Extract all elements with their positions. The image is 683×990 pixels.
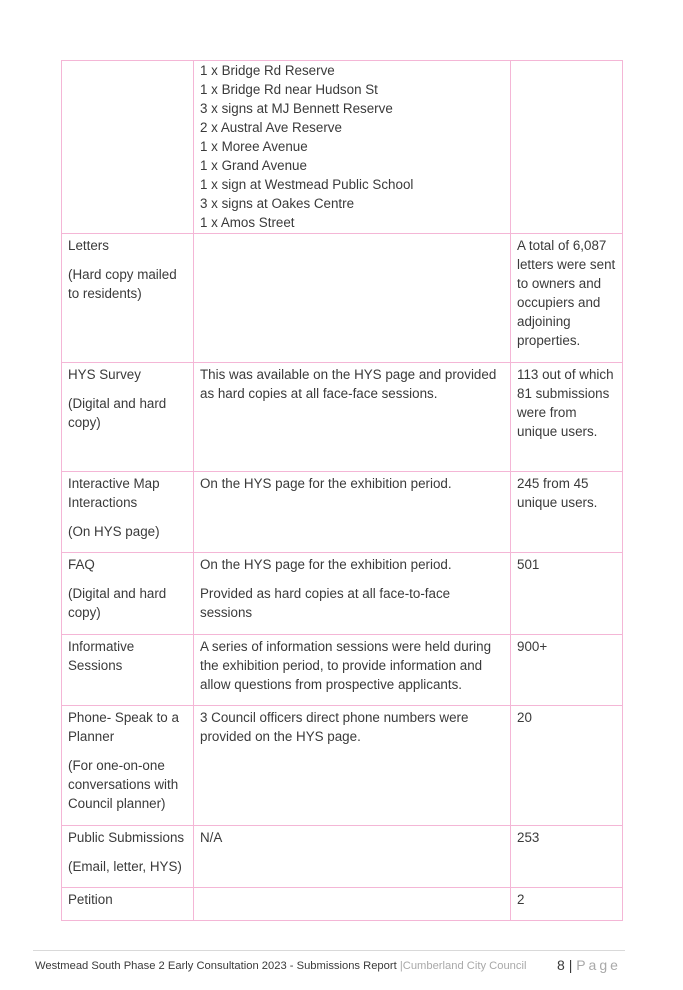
result-cell (511, 234, 623, 363)
footer-divider (33, 950, 625, 951)
method-cell (62, 553, 194, 635)
list-item: 1 x Amos Street (200, 215, 295, 230)
page-number: 8 (557, 957, 565, 973)
result-cell (511, 888, 623, 921)
method-cell (62, 635, 194, 706)
method-cell (62, 706, 194, 826)
table-row-faq (62, 553, 623, 635)
list-item: 1 x sign at Westmead Public School (200, 177, 414, 192)
table-row-phone (62, 706, 623, 826)
method-cell (62, 363, 194, 472)
method-note: (Digital and hard copy) (68, 586, 167, 620)
description-cell (194, 826, 511, 888)
table-row-signage (62, 61, 623, 234)
method-note: (Hard copy mailed to residents) (68, 267, 177, 301)
result-value: 900+ (517, 639, 548, 654)
result-value: 20 (517, 710, 532, 725)
result-value: 245 from 45 unique users. (517, 476, 598, 510)
list-item: 1 x Moree Avenue (200, 139, 308, 154)
description-text: This was available on the HYS page and provided as hard copies at all face-face sessions. (200, 367, 497, 401)
list-item: 1 x Grand Avenue (200, 158, 307, 173)
result-cell (511, 472, 623, 553)
method-note: (For one-on-one conversations with Council planner) (68, 758, 179, 811)
result-value: 501 (517, 557, 540, 572)
footer (35, 960, 526, 972)
description-text: A series of information sessions were held during the exhibition period, to provide information and allow questions from prospective applicants. (200, 639, 492, 692)
table-row-letters (62, 234, 623, 363)
description-cell (194, 61, 511, 234)
table-row-informative-sessions (62, 635, 623, 706)
description-cell (194, 234, 511, 363)
result-cell (511, 61, 623, 234)
result-cell (511, 706, 623, 826)
description-text: On the HYS page for the exhibition period. (200, 557, 452, 572)
description-cell (194, 706, 511, 826)
method-cell (62, 234, 194, 363)
result-cell (511, 553, 623, 635)
method-cell (62, 826, 194, 888)
result-value: 253 (517, 830, 540, 845)
page-number-block (557, 957, 621, 973)
method-label: HYS Survey (68, 367, 141, 382)
result-value: 2 (517, 892, 525, 907)
description-cell (194, 635, 511, 706)
description-text: 3 Council officers direct phone numbers were provided on the HYS page. (200, 710, 469, 744)
page-label: Page (576, 957, 621, 973)
description-cell (194, 363, 511, 472)
method-label: Informative Sessions (68, 639, 135, 673)
method-note: (Digital and hard copy) (68, 396, 167, 430)
method-cell (62, 61, 194, 234)
description-text: N/A (200, 830, 223, 845)
result-cell (511, 363, 623, 472)
list-item: 1 x Bridge Rd near Hudson St (200, 82, 378, 97)
description-cell (194, 472, 511, 553)
signs-list (200, 61, 504, 232)
page-number-separator: | (568, 957, 573, 973)
engagement-methods-table (61, 60, 623, 921)
list-item: 1 x Bridge Rd Reserve (200, 63, 335, 78)
description-text: On the HYS page for the exhibition period. (200, 476, 452, 491)
list-item: 3 x signs at Oakes Centre (200, 196, 355, 211)
method-cell (62, 472, 194, 553)
method-cell (62, 888, 194, 921)
table-row-public-submissions (62, 826, 623, 888)
footer-organisation: Cumberland City Council (402, 960, 527, 972)
table-row-hys-survey (62, 363, 623, 472)
description-text: Provided as hard copies at all face-to-face sessions (200, 586, 451, 620)
description-cell (194, 888, 511, 921)
result-value: 113 out of which 81 submissions were from unique users. (517, 367, 614, 439)
method-note: (On HYS page) (68, 524, 160, 539)
method-label: Interactive Map Interactions (68, 476, 160, 510)
list-item: 3 x signs at MJ Bennett Reserve (200, 101, 393, 116)
table-row-petition (62, 888, 623, 921)
method-note: (Email, letter, HYS) (68, 859, 182, 874)
result-value: A total of 6,087 letters were sent to owners and occupiers and adjoining properties. (517, 238, 616, 348)
footer-separator: | (399, 960, 403, 972)
table-row-interactive-map (62, 472, 623, 553)
method-label: FAQ (68, 557, 95, 572)
method-label: Letters (68, 238, 109, 253)
method-label: Public Submissions (68, 830, 185, 845)
list-item: 2 x Austral Ave Reserve (200, 120, 342, 135)
result-cell (511, 826, 623, 888)
result-cell (511, 635, 623, 706)
footer-report-title: Westmead South Phase 2 Early Consultation 2023 - Submissions Report (35, 960, 397, 972)
method-label: Phone- Speak to a Planner (68, 710, 179, 744)
description-cell (194, 553, 511, 635)
method-label: Petition (68, 892, 113, 907)
